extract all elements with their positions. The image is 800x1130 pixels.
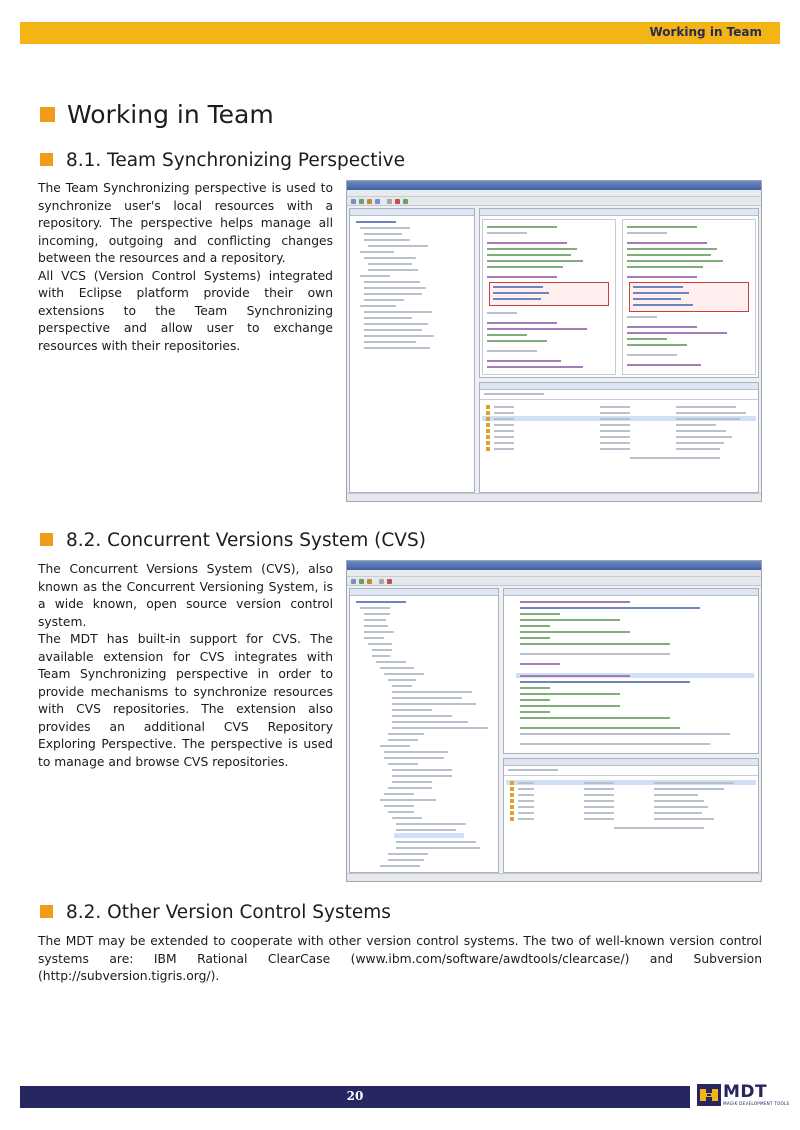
window-title-bar bbox=[347, 181, 761, 190]
header-title: Working in Team bbox=[649, 25, 762, 39]
menu-bar bbox=[347, 570, 761, 577]
toolbar bbox=[347, 577, 761, 586]
team-sync-screenshot bbox=[346, 180, 762, 502]
window-title-bar bbox=[347, 561, 761, 570]
footer-bar bbox=[20, 1086, 690, 1108]
logo-text: MDT bbox=[723, 1082, 768, 1102]
subsection-bullet-icon bbox=[40, 905, 53, 918]
status-bar bbox=[347, 873, 761, 881]
subsection-title-text: 8.2. Concurrent Versions System (CVS) bbox=[66, 530, 426, 551]
section-title bbox=[40, 100, 274, 129]
remote-file-pane bbox=[622, 219, 756, 375]
compare-editor bbox=[479, 208, 759, 378]
local-file-pane bbox=[482, 219, 616, 375]
subsection-title-1 bbox=[40, 150, 405, 171]
cvs-exploring-screenshot bbox=[346, 560, 762, 882]
history-view bbox=[479, 382, 759, 493]
paragraph: The Team Synchronizing perspective is used to synchronize user's local resources with a repository. The perspective helps manage all incoming, outgoing and conflicting changes between the resources and a repository. bbox=[38, 181, 333, 265]
cvs-history-view bbox=[503, 758, 759, 873]
mdt-logo bbox=[697, 1082, 790, 1110]
menu-bar bbox=[347, 190, 761, 197]
subsection-1-body bbox=[38, 180, 333, 355]
synchronize-view bbox=[349, 208, 475, 493]
section-title-text: Working in Team bbox=[67, 100, 274, 129]
subsection-bullet-icon bbox=[40, 153, 53, 166]
subsection-title-text: 8.2. Other Version Control Systems bbox=[66, 902, 391, 923]
mdt-logo-icon bbox=[697, 1084, 721, 1106]
paragraph: The Concurrent Versions System (CVS), also known as the Concurrent Versioning System, is a wide known, open source version control system. bbox=[38, 562, 333, 629]
subsection-title-2 bbox=[40, 530, 426, 551]
subsection-title-3 bbox=[40, 902, 391, 923]
page-number: 20 bbox=[346, 1089, 364, 1103]
code-editor bbox=[503, 588, 759, 754]
subsection-3-body bbox=[38, 933, 762, 986]
section-bullet-icon bbox=[40, 107, 55, 122]
paragraph: The MDT has built-in support for CVS. The available extension for CVS integrates with Team Synchronizing perspective in order to provide mechanisms to synchronize resources with CVS repositories. The extension also provides an additional CVS Repository Exploring Perspective. The perspective is used to manage and browse CVS repositories. bbox=[38, 632, 333, 769]
subsection-bullet-icon bbox=[40, 533, 53, 546]
cvs-repositories-view bbox=[349, 588, 499, 873]
logo-tagline: MAGIK DEVELOPMENT TOOLS bbox=[723, 1101, 790, 1106]
paragraph: All VCS (Version Control Systems) integrated with Eclipse platform provide their own extensions to the Team Synchronizing perspective and allow user to exchange resources with their repositories. bbox=[38, 268, 333, 353]
subsection-2-body bbox=[38, 561, 333, 771]
paragraph: The MDT may be extended to cooperate with other version control systems. The two of well-known version control systems are: IBM Rational ClearCase (www.ibm.com/software/awdtools/clearcase/) and Subversion (http://subversion.tigris.org/). bbox=[38, 934, 762, 983]
toolbar bbox=[347, 197, 761, 206]
status-bar bbox=[347, 493, 761, 501]
subsection-title-text: 8.1. Team Synchronizing Perspective bbox=[66, 150, 405, 171]
header-bar bbox=[20, 22, 780, 44]
